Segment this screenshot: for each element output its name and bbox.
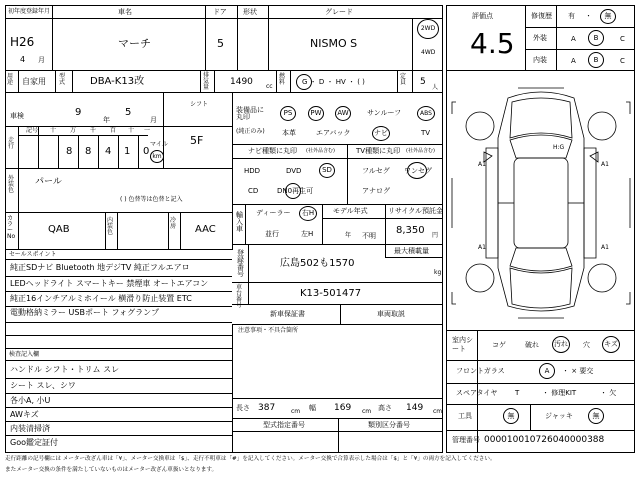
navi-label: ナビ種類に丸印	[248, 147, 297, 155]
equip-navi[interactable]: ナビ	[372, 126, 390, 141]
seat-burn: コゲ	[492, 341, 506, 349]
navi-sub: (社外品含む)	[306, 148, 335, 154]
inspection-year: 9	[75, 107, 82, 118]
height-label: 高さ	[378, 404, 392, 412]
import-label: 輸入車	[236, 211, 243, 233]
interior-color-label: 内装色	[107, 217, 114, 236]
class-num-label: 類別区分番号	[368, 421, 410, 429]
equip-pw[interactable]: PW	[308, 106, 324, 121]
damage-mark-4: A1	[601, 244, 609, 251]
tv-analog: アナログ	[362, 187, 390, 195]
fuel-options: G ・ D ・ HV ・ ( )	[302, 78, 365, 86]
km-circled: km	[150, 150, 164, 163]
length-value: 387	[258, 403, 276, 413]
equipment-label: 装備品に丸印	[236, 106, 264, 121]
ac-value: AAC	[195, 224, 216, 235]
color-no-label: カラーNo	[7, 215, 16, 240]
inspector-line-3: 各小A, 小U	[10, 396, 51, 405]
spare-t: T	[515, 389, 520, 397]
length-label: 長さ	[236, 404, 250, 412]
spare-missing: ・ 欠	[600, 389, 617, 397]
mileage-label: 走行	[8, 137, 15, 150]
footer-line-2: またメーター交換の条件を満たしていないものはメーター改ざん車扱いとなります。	[5, 467, 218, 473]
navi-hdd: HDD	[244, 167, 261, 175]
spare-label: スペアタイヤ	[456, 389, 498, 397]
cap-unit: 人	[432, 84, 439, 91]
doors: 5	[217, 37, 224, 50]
equip-tv: TV	[421, 129, 431, 137]
reg-no-value: 広島502も1570	[280, 258, 355, 269]
equip-sunroof: サンルーフ	[367, 109, 402, 117]
seat-scratch-circled[interactable]: キズ	[602, 336, 620, 353]
mileage-digit-2: 8	[85, 146, 92, 157]
sales-line-2: LEDヘッドライト スマートキー 禁煙車 オートエアコン	[10, 279, 209, 288]
width-label: 幅	[309, 404, 316, 412]
height-unit: cm	[433, 408, 443, 415]
inspector-line-6: Goo鑑定証付	[10, 438, 58, 447]
exterior-b-circled[interactable]: B	[588, 30, 604, 46]
first-reg-month-unit: 月	[38, 56, 45, 64]
recycle-unit: 円	[432, 232, 439, 239]
sales-line-3: 純正16インチアルミホイール 横滑り防止装置 ETC	[10, 294, 192, 303]
sales-point-label: セールスポイント	[9, 251, 57, 258]
tv-label: TV種類に丸印	[356, 147, 401, 155]
equip-abs[interactable]: ABS	[417, 106, 435, 121]
navi-dvd: DVD	[286, 167, 302, 175]
exterior-a: A	[571, 35, 576, 43]
control-value: 000010010726040000388	[484, 435, 605, 445]
model-label: 型式	[59, 73, 66, 86]
exterior-label: 外装	[533, 34, 547, 42]
inspector-line-2: シート スレ、シワ	[10, 381, 76, 390]
damage-mark-3: A1	[478, 244, 486, 251]
first-reg-year: H26	[10, 35, 35, 49]
max-load-unit: kg	[434, 269, 442, 276]
door-label: ドア	[213, 8, 227, 16]
chassis-label: 車台番号	[236, 284, 243, 309]
model-year-label: モデル年式	[333, 207, 368, 215]
width-unit: cm	[362, 408, 372, 415]
width-value: 169	[334, 403, 352, 413]
first-reg-month: 4	[20, 55, 26, 64]
inspector-line-5: 内装清掃済	[10, 424, 50, 433]
repair-none-circled[interactable]: 無	[600, 9, 616, 24]
repair-label: 修復歴	[531, 12, 552, 20]
chassis-value: K13-501477	[300, 288, 362, 299]
mileage-digit-3: 4	[105, 146, 112, 157]
disp-label: 排気量	[203, 72, 210, 91]
disp-value: 1490	[230, 77, 253, 87]
model-value: DBA-K13改	[90, 76, 145, 87]
navi-dvd-play: DN0再生可	[277, 187, 314, 195]
manual-label: 車両取説	[377, 310, 405, 318]
tools-none-circled[interactable]: 無	[503, 408, 519, 424]
equip-leather: 本革	[282, 129, 296, 137]
interior-a: A	[571, 57, 576, 65]
inspection-year-unit: 年	[103, 116, 110, 124]
damage-mark-2: A1	[601, 161, 609, 168]
color-no-value: QAB	[48, 224, 70, 235]
seat-hole: 穴	[583, 341, 590, 349]
score-label: 評価点	[472, 12, 493, 20]
spare-kit: ・ 修理KIT	[542, 389, 577, 397]
notes-label: 注意事項・不具合箇所	[238, 327, 299, 334]
equip-aw[interactable]: AW	[335, 106, 351, 121]
use-label: 用途	[7, 73, 14, 86]
recycle-value: 8,350	[396, 225, 425, 236]
mileage-unit-headers: 記号 十 万 千 百 十 一	[26, 127, 151, 134]
navi-dvd-play-circle	[285, 183, 301, 199]
new-warranty-label: 新車保証書	[270, 310, 305, 318]
shape-label: 形状	[243, 8, 257, 16]
import-parallel: 並行	[265, 230, 279, 238]
damage-mark-1: A1	[478, 161, 486, 168]
type-num-label: 型式指定番号	[263, 421, 305, 429]
use-value: 自家用	[22, 77, 46, 86]
inspection-month: 5	[125, 107, 132, 118]
control-label: 管理番号	[452, 436, 480, 444]
first-reg-label: 初年度登録年月	[8, 8, 51, 15]
inspector-label: 検査記入欄	[9, 351, 40, 358]
import-right-h[interactable]: 右H	[299, 206, 317, 221]
interior-b-circled[interactable]: B	[588, 52, 604, 68]
inspector-line-4: AWキズ	[10, 410, 39, 419]
grade-label: グレード	[325, 8, 353, 16]
reg-no-label: 登録番号	[237, 249, 244, 278]
import-left-h: 左H	[301, 230, 314, 238]
navi-sd[interactable]: SD	[319, 163, 335, 178]
jack-label: ジャッキ	[545, 412, 573, 420]
tv-fullseg: フルセグ	[362, 167, 390, 175]
car-name: マーチ	[118, 37, 151, 50]
tools-label: 工具	[458, 412, 472, 420]
disp-unit: cc	[266, 83, 273, 90]
sales-line-1: 純正SDナビ Bluetooth 地デジTV 純正フルエアロ	[10, 263, 190, 272]
interior-c: C	[620, 57, 625, 65]
model-year-unit: 年	[345, 232, 352, 239]
mile-label: マイル	[150, 141, 168, 148]
navi-cd: CD	[248, 187, 259, 195]
mileage-digit-4: 1	[124, 146, 131, 157]
color-note: ( ) 色替等は色替と記入	[120, 196, 183, 203]
shift-value: 5F	[190, 134, 204, 147]
mileage-digit-5: 0	[143, 146, 150, 157]
tv-sub: (社外品含む)	[406, 148, 435, 154]
score-value: 4.5	[470, 27, 515, 60]
windshield-a-circled[interactable]: A	[539, 363, 555, 379]
jack-none-circled[interactable]: 無	[588, 408, 604, 424]
interior-seat-label: 室内シート	[452, 336, 473, 354]
inspection-label: 車検	[10, 112, 24, 120]
windshield-note: ・ × 要交	[562, 367, 594, 375]
equip-airbag: エアバック	[316, 129, 351, 137]
recycle-label: リサイクル預託金	[388, 207, 444, 215]
length-unit: cm	[291, 408, 301, 415]
drive-2wd-circled: 2WD	[417, 19, 439, 39]
fuel-g-circled	[296, 74, 312, 90]
seat-stain-circled[interactable]: 汚れ	[552, 336, 570, 353]
car-name-label: 車名	[118, 8, 132, 16]
height-value: 149	[406, 403, 424, 413]
inspector-line-1: ハンドル シフト・トリム スレ	[10, 365, 120, 374]
windshield-label: フロントガラス	[456, 367, 505, 375]
inspection-month-unit: 月	[150, 116, 157, 124]
tv-oneseg: ワンセグ	[404, 167, 432, 175]
ac-label: 冷房	[170, 217, 177, 230]
interior-label: 内装	[533, 56, 547, 64]
tv-oneseg-circle	[407, 162, 427, 179]
mileage-digit-1: 8	[66, 146, 73, 157]
max-load-label: 最大積載量	[394, 247, 429, 255]
cap-value: 5	[420, 77, 426, 87]
damage-mark-5: H:G	[553, 144, 565, 151]
footer-line-1: 走行距離の記号欄には メーター改ざん車は「¥」、メーター交換車は「$」、走行不明車は「#」を記入してください。メーター交換で合算表示した場合は「$」と「¥」の両方を記入してください。	[5, 456, 496, 462]
model-year-value: 不明	[362, 232, 376, 240]
fuel-label: 燃料	[279, 73, 286, 86]
import-dealer: ディーラー	[256, 209, 291, 217]
color-value: パール	[35, 177, 62, 187]
cap-label: 定員	[400, 73, 407, 86]
grade: NISMO S	[310, 37, 358, 50]
car-damage-diagram	[448, 78, 634, 324]
repair-yes: 有	[568, 12, 575, 20]
exterior-c: C	[620, 35, 625, 43]
seat-tear: 破れ	[525, 341, 539, 349]
equipment-sub: (純正のみ)	[236, 128, 265, 135]
color-label: 外装色	[8, 175, 15, 194]
drive-4wd: 4WD	[421, 49, 436, 56]
equip-ps[interactable]: PS	[280, 106, 296, 121]
shift-label: シフト	[190, 101, 209, 108]
sales-line-4: 電動格納ミラー USBポート フォグランプ	[10, 308, 160, 317]
